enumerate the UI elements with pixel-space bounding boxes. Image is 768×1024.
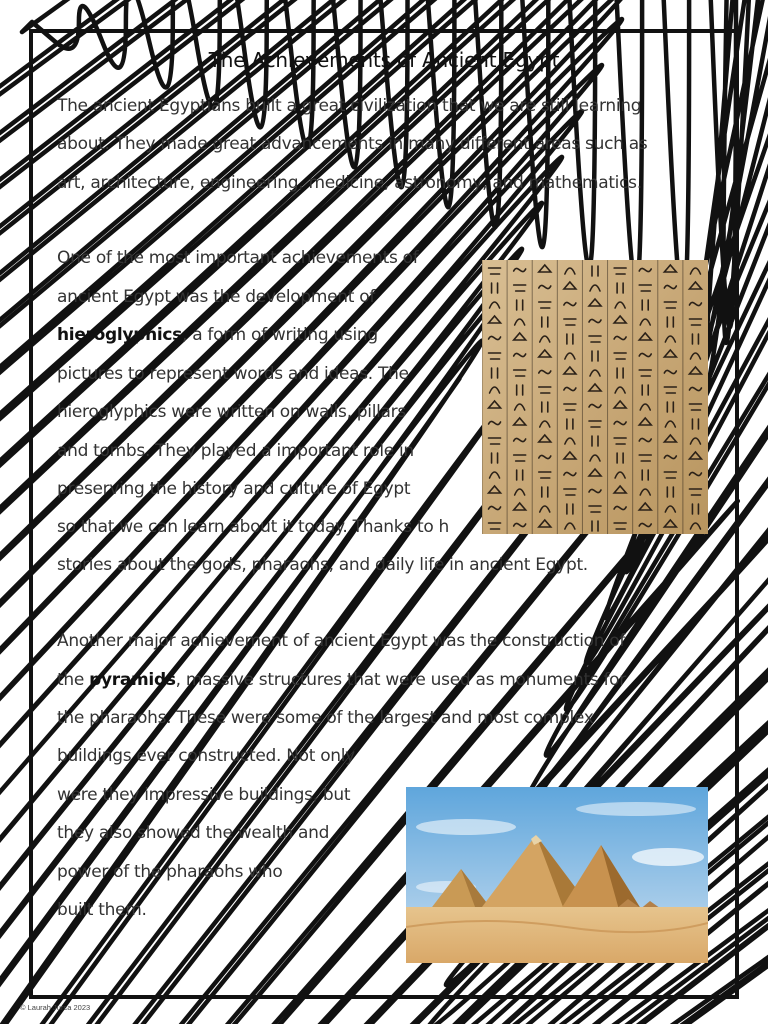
hiero-line-7: preserving the history and culture of Egypt — [57, 479, 411, 499]
pyr-line-4: buildings ever constructed. Not only — [57, 746, 355, 766]
pyr-line-1: Another major achievement of ancient Egypt was the construction of — [57, 631, 626, 651]
hiero-line-2: ancient Egypt was the development of — [57, 287, 376, 307]
pyr-line-7: power of the pharaohs who — [57, 862, 283, 882]
hiero-line-6: and tombs. They played a important role in — [57, 441, 414, 461]
intro-line-1: The ancient Egyptians built a great civilization that we are still learning — [57, 96, 642, 116]
pyr-line-2-rest: , massive structures that were used as monuments for — [175, 670, 626, 690]
hieroglyphics-image — [482, 260, 708, 534]
pyramids-image — [406, 787, 708, 963]
hiero-line-1: One of the most important achievements of — [57, 248, 419, 268]
hiero-line-5: hieroglyphics were written on walls, pillars — [57, 402, 406, 422]
hiero-line-8: so that we can learn about it today. Thanks to h — [57, 517, 450, 537]
pyr-line-8: built them. — [57, 900, 147, 920]
pyr-line-2-pre: the — [57, 670, 90, 690]
hiero-line-3-rest: , a form of writing using — [182, 325, 378, 345]
hiero-line-3 — [57, 325, 378, 345]
hieroglyphics-term: hieroglyphics — [57, 325, 182, 345]
intro-line-2: about. They made great advancements in many different areas such as — [57, 134, 648, 154]
copyright-text: © Laurah Jurca 2023 — [20, 1003, 91, 1012]
hiero-line-4: pictures to represent words and ideas. The — [57, 364, 409, 384]
hiero-line-9: stories about the gods, pharaohs, and daily life in ancient Egypt. — [57, 555, 588, 575]
pyramids-term: pyramids — [89, 670, 176, 690]
pyr-line-6: they also showed the wealth and — [57, 823, 330, 843]
page-title: The Achievements of Ancient Egypt — [208, 48, 560, 72]
pyr-line-3: the pharaohs. These were some of the largest and most complex — [57, 708, 594, 728]
pyr-line-5: were they impressive buildings, but — [57, 785, 351, 805]
intro-line-3: art, architecture, engineering, medicine, astronomy, and mathematics. — [57, 173, 642, 193]
pyr-line-2 — [57, 670, 626, 690]
